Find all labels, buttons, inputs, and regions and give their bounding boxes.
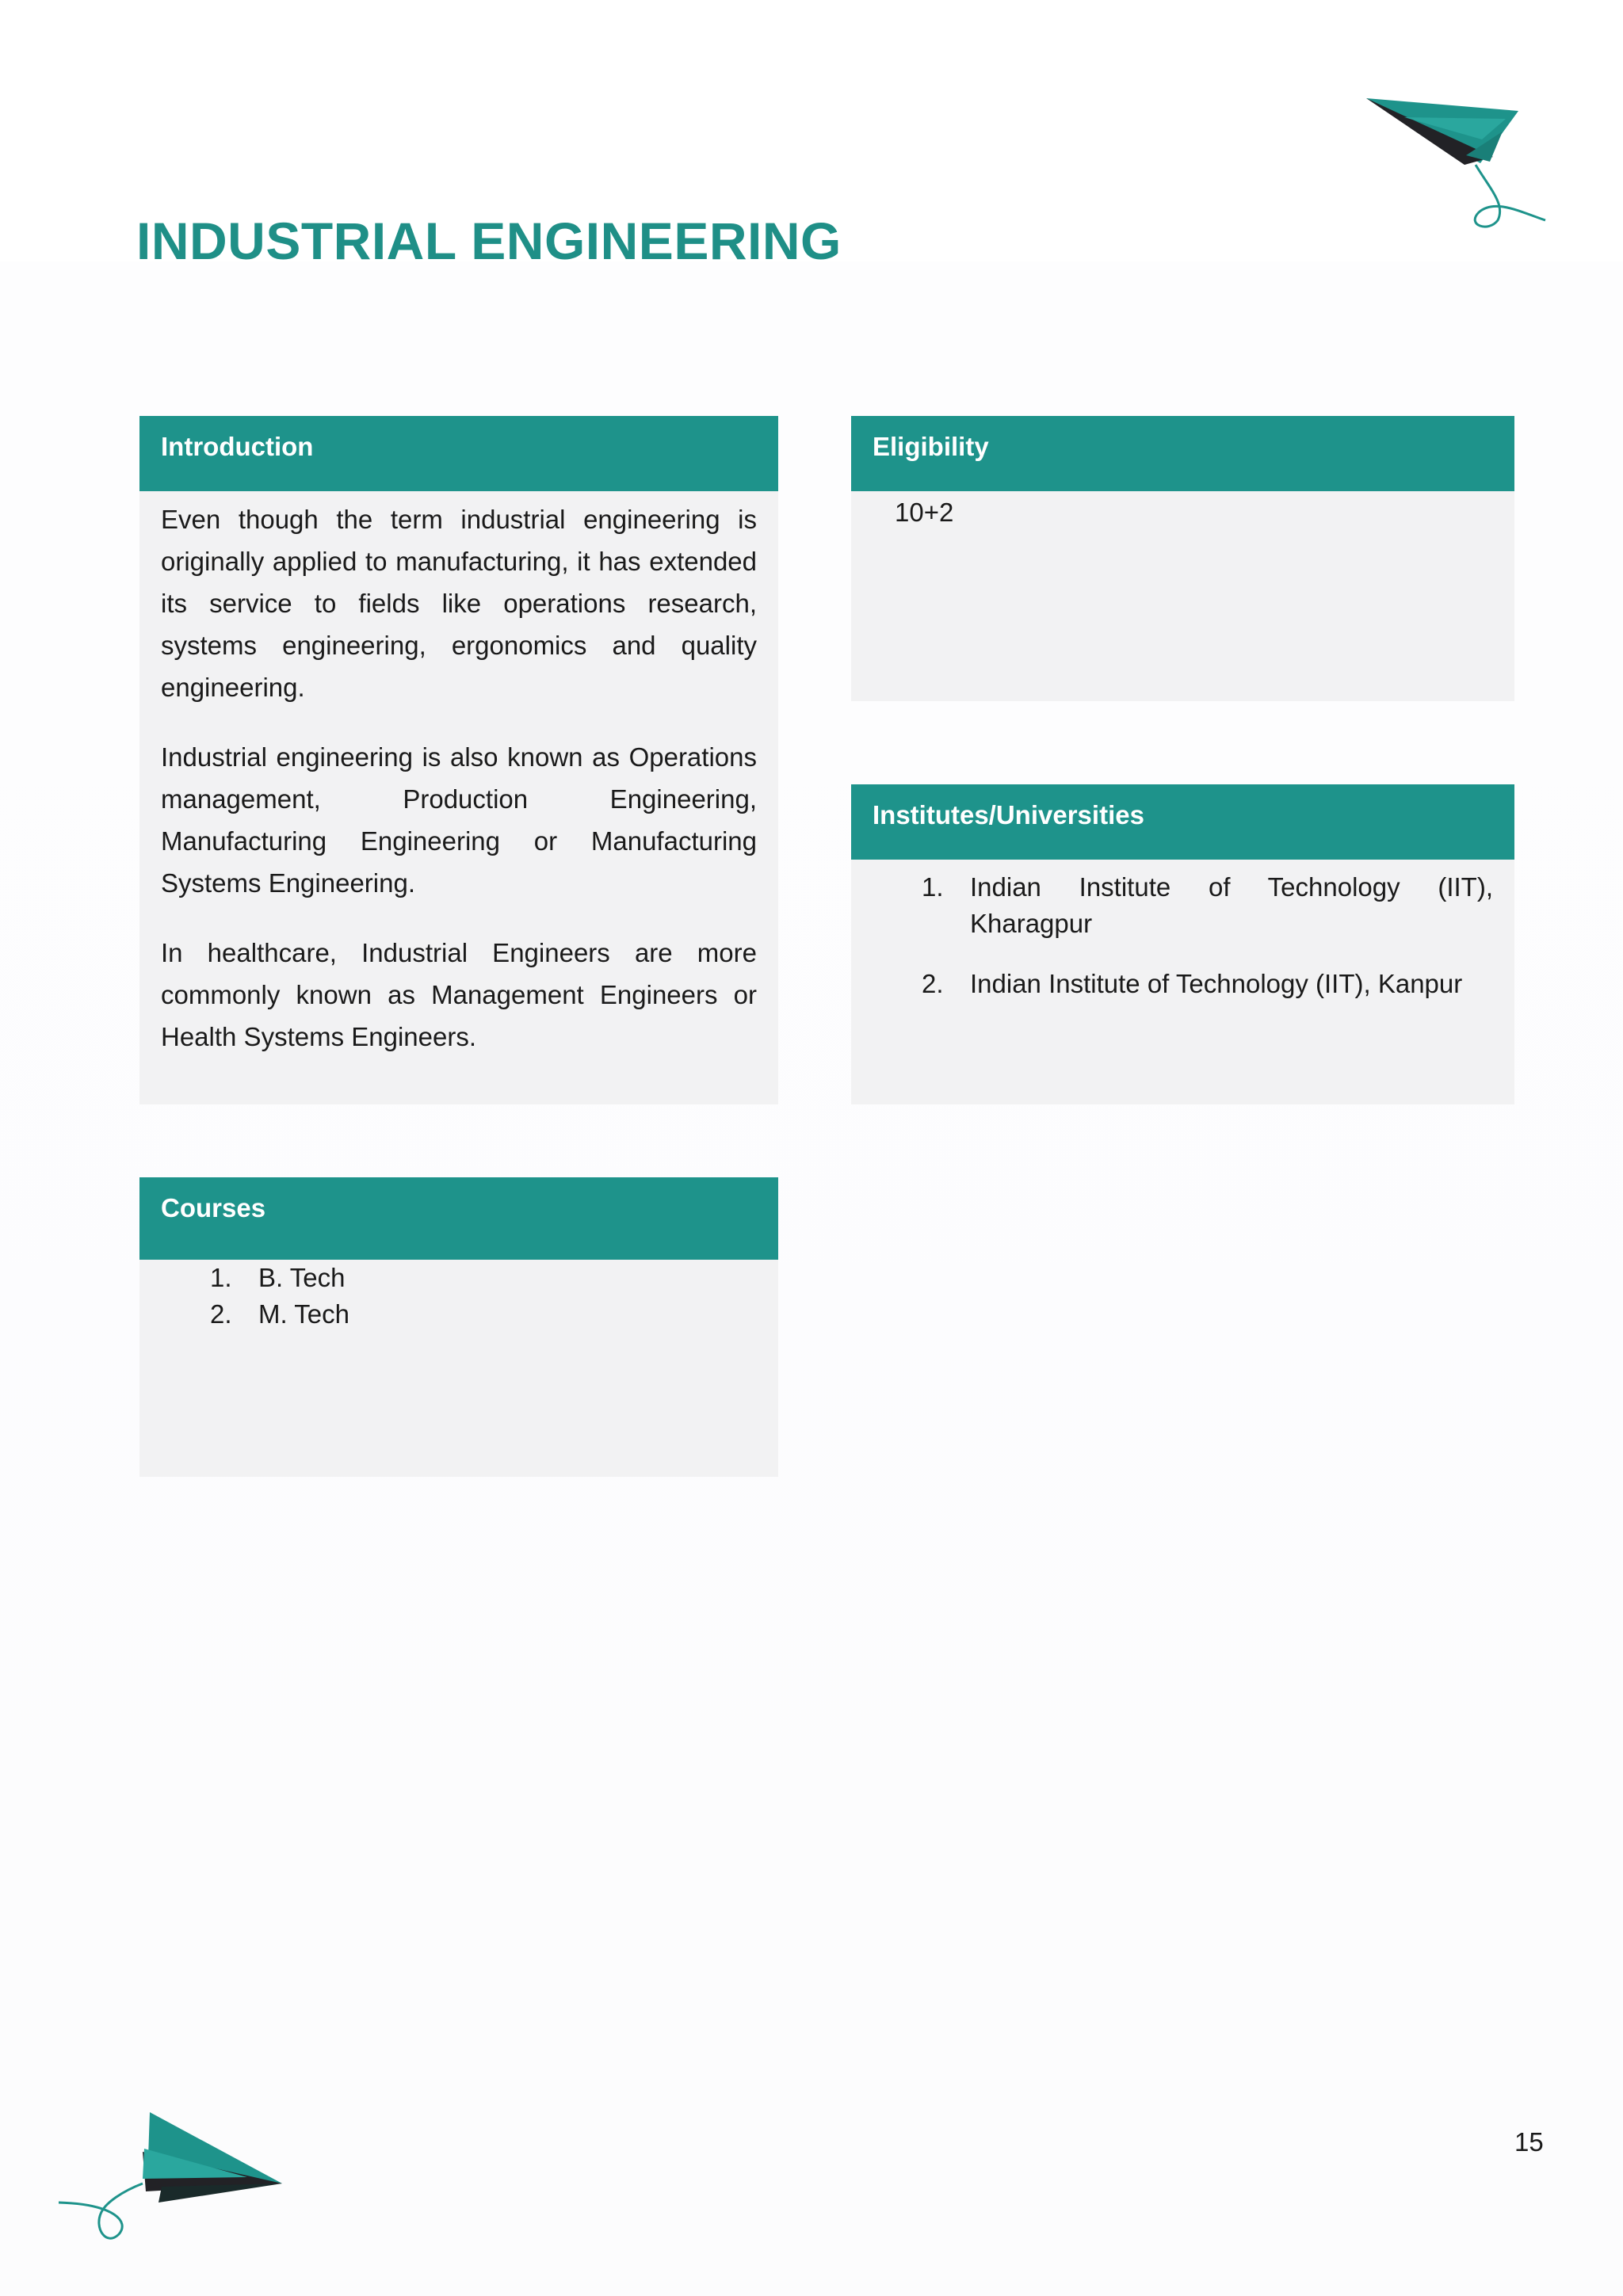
- introduction-heading: Introduction: [161, 432, 314, 461]
- list-text: B. Tech: [258, 1263, 346, 1292]
- eligibility-card: [851, 416, 1514, 701]
- card-header: [851, 416, 1514, 491]
- list-item: [922, 869, 1493, 942]
- list-item: [922, 966, 1493, 1002]
- institutes-list: [922, 869, 1493, 1002]
- paper-plane-icon: [1347, 86, 1553, 236]
- eligibility-body: [851, 491, 1514, 533]
- introduction-paragraph: Industrial engineering is also known as Operations management, Production Engineering, Manufacturing Engineering or Manufacturing Systems Engineering.: [161, 742, 757, 898]
- list-number: 2.: [210, 1299, 232, 1329]
- page-title: INDUSTRIAL ENGINEERING: [136, 212, 842, 270]
- eligibility-value: 10+2: [895, 498, 954, 527]
- list-item: [210, 1296, 778, 1333]
- introduction-card: [139, 416, 778, 1104]
- card-header: [139, 1177, 778, 1260]
- introduction-paragraph: In healthcare, Industrial Engineers are more commonly known as Management Engineers or Health Systems Engineers.: [161, 938, 757, 1051]
- card-header: [139, 416, 778, 491]
- list-text: Indian Institute of Technology (IIT), Kanpur: [970, 969, 1463, 998]
- courses-heading: Courses: [161, 1193, 266, 1222]
- list-number: 2.: [922, 969, 944, 998]
- institutes-heading: Institutes/Universities: [873, 800, 1144, 830]
- introduction-paragraph: Even though the term industrial engineering is originally applied to manufacturing, it has extended its service to fields like operations research, systems engineering, ergonomics and quality engineering.: [161, 505, 757, 702]
- list-text: Indian Institute of Technology (IIT), Kharagpur: [970, 872, 1493, 938]
- courses-body: [139, 1260, 778, 1333]
- list-number: 1.: [210, 1263, 232, 1292]
- list-text: M. Tech: [258, 1299, 349, 1329]
- courses-card: [139, 1177, 778, 1477]
- eligibility-heading: Eligibility: [873, 432, 989, 461]
- list-item: [210, 1260, 778, 1296]
- institutes-card: [851, 784, 1514, 1104]
- institutes-body: [851, 860, 1514, 1002]
- card-header: [851, 784, 1514, 860]
- page-number: 15: [1514, 2127, 1544, 2157]
- courses-list: [210, 1260, 778, 1333]
- paper-plane-icon: [51, 2092, 296, 2250]
- list-number: 1.: [922, 872, 944, 902]
- introduction-body: [139, 491, 778, 1058]
